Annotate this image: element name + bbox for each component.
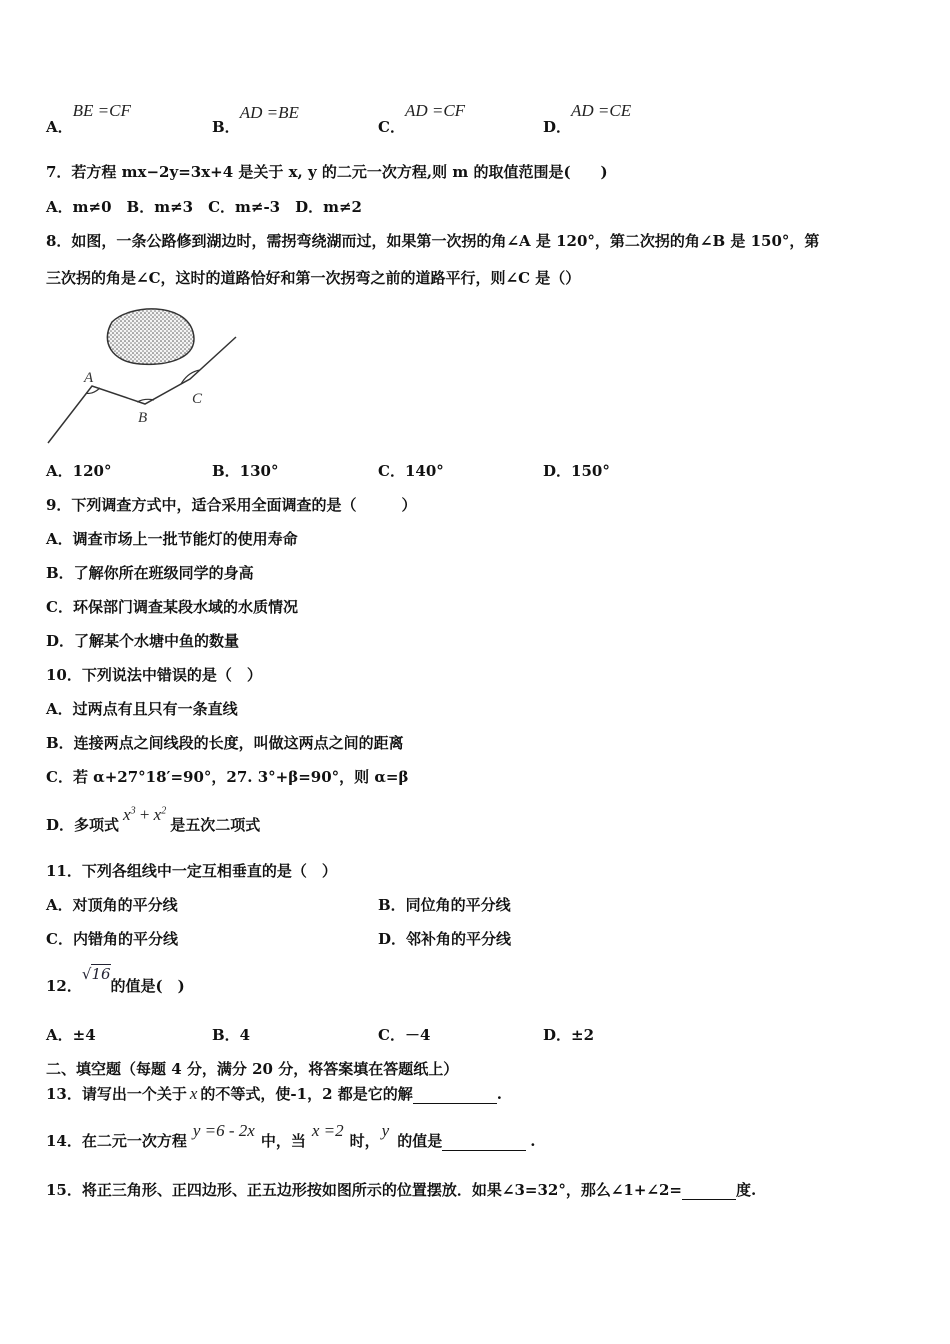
q11-option-d: D．邻补角的平分线 <box>378 930 512 948</box>
q6-option-d <box>543 100 632 136</box>
lake-shape <box>107 309 194 364</box>
q6-option-c-expr: AD =CF <box>404 101 466 120</box>
q13-end: . <box>496 1085 502 1103</box>
q14-stem <box>46 1121 536 1151</box>
q11-option-a: A．对顶角的平分线 <box>46 896 178 914</box>
q10-expr-exp1: 3 <box>130 805 136 817</box>
q14-equation: y =6 - 2x <box>192 1121 255 1140</box>
q6-option-b-expr: AD =BE <box>239 103 299 122</box>
q7-options: A．m≠0 B．m≠3 C．m≠-3 D．m≠2 <box>46 198 362 216</box>
q11-option-c: C．内错角的平分线 <box>46 930 178 948</box>
q12-option-b: B．4 <box>212 1026 251 1044</box>
q12-option-c: C．－4 <box>378 1026 431 1044</box>
label-a: A <box>84 370 94 386</box>
q8-stem-line2: 三次拐的角是∠C，这时的道路恰好和第一次拐弯之前的道路平行，则∠C 是（） <box>46 269 581 287</box>
q10-option-c: C．若 α+27°18′=90°，27. 3°+β=90°，则 α=β <box>46 768 409 786</box>
q6-option-c <box>378 100 466 136</box>
q9-option-b: B．了解你所在班级同学的身高 <box>46 564 254 582</box>
q6-option-b-label: B． <box>212 118 240 136</box>
q15-text: 15．将正三角形、正四边形、正五边形按如图所示的位置摆放．如果∠3=32°，那么∠1+∠2= <box>46 1181 682 1199</box>
q10-expr-exp2: 2 <box>161 805 167 817</box>
q14-part4: 的值是 <box>397 1132 443 1150</box>
label-c: C <box>192 391 203 407</box>
q10-expr-base1: x <box>123 805 131 824</box>
q8-stem-line1: 8．如图，一条公路修到湖边时，需拐弯绕湖而过，如果第一次拐的角∠A 是 120°，第二次拐的角∠B 是 150°，第 <box>46 232 820 250</box>
q15-stem <box>46 1179 756 1200</box>
q14-condition: x =2 <box>311 1121 344 1140</box>
q14-part3: 时， <box>349 1132 380 1150</box>
q13-part2: 的不等式，使-1，2 都是它的解 <box>200 1085 413 1103</box>
q9-option-c: C．环保部门调查某段水域的水质情况 <box>46 598 298 616</box>
q10-expr-base2: x <box>153 805 162 824</box>
q8-option-c: C．140° <box>378 462 444 480</box>
q9-stem: 9．下列调查方式中，适合采用全面调查的是（ ） <box>46 496 417 514</box>
q10-option-b: B．连接两点之间线段的长度，叫做这两点之间的距离 <box>46 734 404 752</box>
q8-option-b: B．130° <box>212 462 279 480</box>
q14-end: . <box>530 1132 536 1150</box>
q12-radicand: 16 <box>91 965 111 983</box>
q7-stem: 7．若方程 mx−2y=3x+4 是关于 x, y 的二元一次方程,则 m 的取值范围是( ) <box>46 163 608 181</box>
q9-option-a: A．调查市场上一批节能灯的使用寿命 <box>46 530 298 548</box>
q6-option-d-expr: AD =CE <box>571 101 632 120</box>
q10-option-d-prefix: D．多项式 <box>46 816 120 834</box>
q8-option-a: A．120° <box>46 462 112 480</box>
q12-prefix: 12． <box>46 977 82 995</box>
radical-sign-icon: √ <box>81 965 92 983</box>
q15-end: 度. <box>735 1181 757 1199</box>
q8-option-d: D．150° <box>543 462 610 480</box>
q10-option-a: A．过两点有且只有一条直线 <box>46 700 238 718</box>
q6-option-c-label: C． <box>378 118 405 136</box>
q13-answer-blank[interactable] <box>413 1085 497 1104</box>
q14-answer-blank[interactable] <box>442 1132 526 1151</box>
q12-sqrt-expr <box>82 965 111 983</box>
q6-option-a-expr: BE =CF <box>72 101 131 120</box>
q9-option-d: D．了解某个水塘中鱼的数量 <box>46 632 240 650</box>
q8-lake-road-figure <box>40 300 250 450</box>
q10-stem: 10．下列说法中错误的是（ ） <box>46 666 262 684</box>
q12-option-a: A．±4 <box>46 1026 96 1044</box>
label-b: B <box>138 410 148 426</box>
q13-var: x <box>189 1084 198 1103</box>
q10-expr-plus: + <box>135 805 154 824</box>
q14-var: y <box>381 1121 390 1140</box>
q12-stem <box>46 965 185 996</box>
q6-option-a <box>46 100 131 136</box>
q11-option-b: B．同位角的平分线 <box>378 896 511 914</box>
q12-option-d: D．±2 <box>543 1026 595 1044</box>
q12-suffix: 的值是( ) <box>110 977 185 995</box>
q14-part1: 14．在二元一次方程 <box>46 1132 187 1150</box>
q14-part2: 中，当 <box>260 1132 306 1150</box>
q15-answer-blank[interactable] <box>682 1181 736 1200</box>
q6-option-b <box>212 102 299 136</box>
q6-option-a-label: A． <box>46 118 73 136</box>
q6-option-d-label: D． <box>543 118 572 136</box>
q10-option-d <box>46 805 261 835</box>
q10-option-d-expr <box>123 805 166 824</box>
q13-stem <box>46 1083 502 1104</box>
q11-stem: 11．下列各组线中一定互相垂直的是（ ） <box>46 862 337 880</box>
section2-title: 二、填空题（每题 4 分，满分 20 分，将答案填在答题纸上） <box>46 1060 459 1078</box>
q10-option-d-suffix: 是五次二项式 <box>170 816 261 834</box>
q13-part1: 13．请写出一个关于 <box>46 1085 187 1103</box>
